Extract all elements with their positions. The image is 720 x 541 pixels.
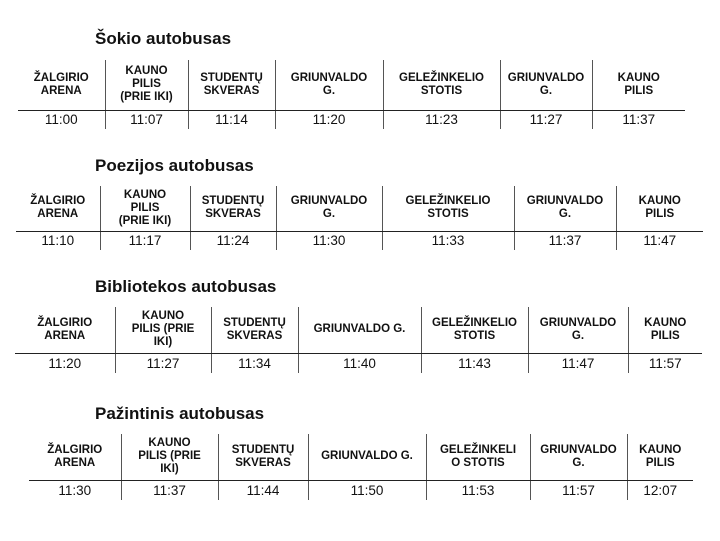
header-stop: ŽALGIRIO ARENA [18, 60, 105, 110]
header-stop: GELEŽINKELIO STOTIS [421, 307, 528, 353]
header-row [15, 307, 702, 353]
header-stop: GRIUNVALDO G. [514, 186, 616, 231]
header-row [29, 434, 693, 480]
header-stop: GRIUNVALDO G. [528, 307, 628, 353]
header-stop: STUDENTŲ SKVERAS [188, 60, 275, 110]
time-cell: 11:33 [382, 231, 514, 250]
header-row [16, 186, 703, 231]
header-stop: STUDENTŲ SKVERAS [190, 186, 276, 231]
header-stop: ŽALGIRIO ARENA [15, 307, 115, 353]
time-cell: 11:27 [115, 353, 211, 373]
header-stop: ŽALGIRIO ARENA [29, 434, 121, 480]
header-stop: GELEŽINKELIO STOTIS [383, 60, 500, 110]
time-cell: 11:53 [426, 480, 530, 500]
time-cell: 11:20 [48, 355, 82, 371]
header-stop: KAUNO PILIS [628, 307, 702, 353]
header-stop: ŽALGIRIO ARENA [16, 186, 100, 231]
time-cell: 11:10 [41, 233, 75, 249]
time-cell: 11:23 [383, 110, 500, 129]
schedule-table-pazintinis [29, 434, 693, 500]
header-stop: KAUNO PILIS (PRIE IKI) [100, 186, 190, 231]
schedule-table-sokio [18, 60, 685, 129]
time-cell: 11:44 [218, 480, 308, 500]
time-cell: 11:07 [105, 110, 188, 129]
time-cell: 11:27 [500, 110, 592, 129]
header-stop: GRIUNVALDO G. [530, 434, 627, 480]
time-cell: 11:00 [44, 112, 78, 128]
header-stop: KAUNO PILIS (PRIE IKI) [121, 434, 218, 480]
time-cell: 11:37 [592, 110, 685, 129]
header-stop: STUDENTŲ SKVERAS [211, 307, 298, 353]
header-stop: GRIUNVALDO G. [298, 307, 421, 353]
time-cell: 11:40 [298, 353, 421, 373]
time-cell: 11:47 [528, 353, 628, 373]
time-cell: 11:57 [530, 480, 627, 500]
time-cell: 11:24 [190, 231, 276, 250]
section-title-poezijos: Poezijos autobusas [95, 156, 254, 175]
header-stop: KAUNO PILIS (PRIE IKI) [105, 60, 188, 110]
time-row [16, 231, 703, 250]
time-cell: 11:37 [121, 480, 218, 500]
header-stop: KAUNO PILIS (PRIE IKI) [115, 307, 211, 353]
header-stop: GELEŽINKELIO STOTIS [382, 186, 514, 231]
time-cell: 11:14 [188, 110, 275, 129]
header-stop: GRIUNVALDO G. [276, 186, 382, 231]
section-title-bibliotekos: Bibliotekos autobusas [95, 277, 277, 296]
time-row [29, 480, 693, 500]
header-stop: KAUNO PILIS [592, 60, 685, 110]
header-stop: GRIUNVALDO G. [275, 60, 383, 110]
time-cell: 11:50 [308, 480, 426, 500]
schedule-table-bibliotekos [15, 307, 702, 373]
time-cell: 11:43 [421, 353, 528, 373]
time-cell: 11:20 [275, 110, 383, 129]
header-stop: GRIUNVALDO G. [500, 60, 592, 110]
header-stop: KAUNO PILIS [616, 186, 703, 231]
header-stop: KAUNO PILIS [627, 434, 693, 480]
time-cell: 11:57 [628, 353, 702, 373]
header-row [18, 60, 685, 110]
time-cell: 11:37 [514, 231, 616, 250]
section-title-sokio: Šokio autobusas [95, 29, 232, 48]
time-cell: 11:17 [100, 231, 190, 250]
header-stop: GRIUNVALDO G. [308, 434, 426, 480]
header-stop: GELEŽINKELI O STOTIS [426, 434, 530, 480]
time-row [18, 110, 685, 129]
time-cell: 12:07 [627, 480, 693, 500]
time-row [15, 353, 702, 373]
time-cell: 11:34 [211, 353, 298, 373]
schedule-table-poezijos [16, 186, 703, 250]
time-cell: 11:30 [58, 482, 92, 498]
section-title-pazintinis: Pažintinis autobusas [95, 404, 265, 423]
header-stop: STUDENTŲ SKVERAS [218, 434, 308, 480]
time-cell: 11:47 [616, 231, 703, 250]
time-cell: 11:30 [276, 231, 382, 250]
